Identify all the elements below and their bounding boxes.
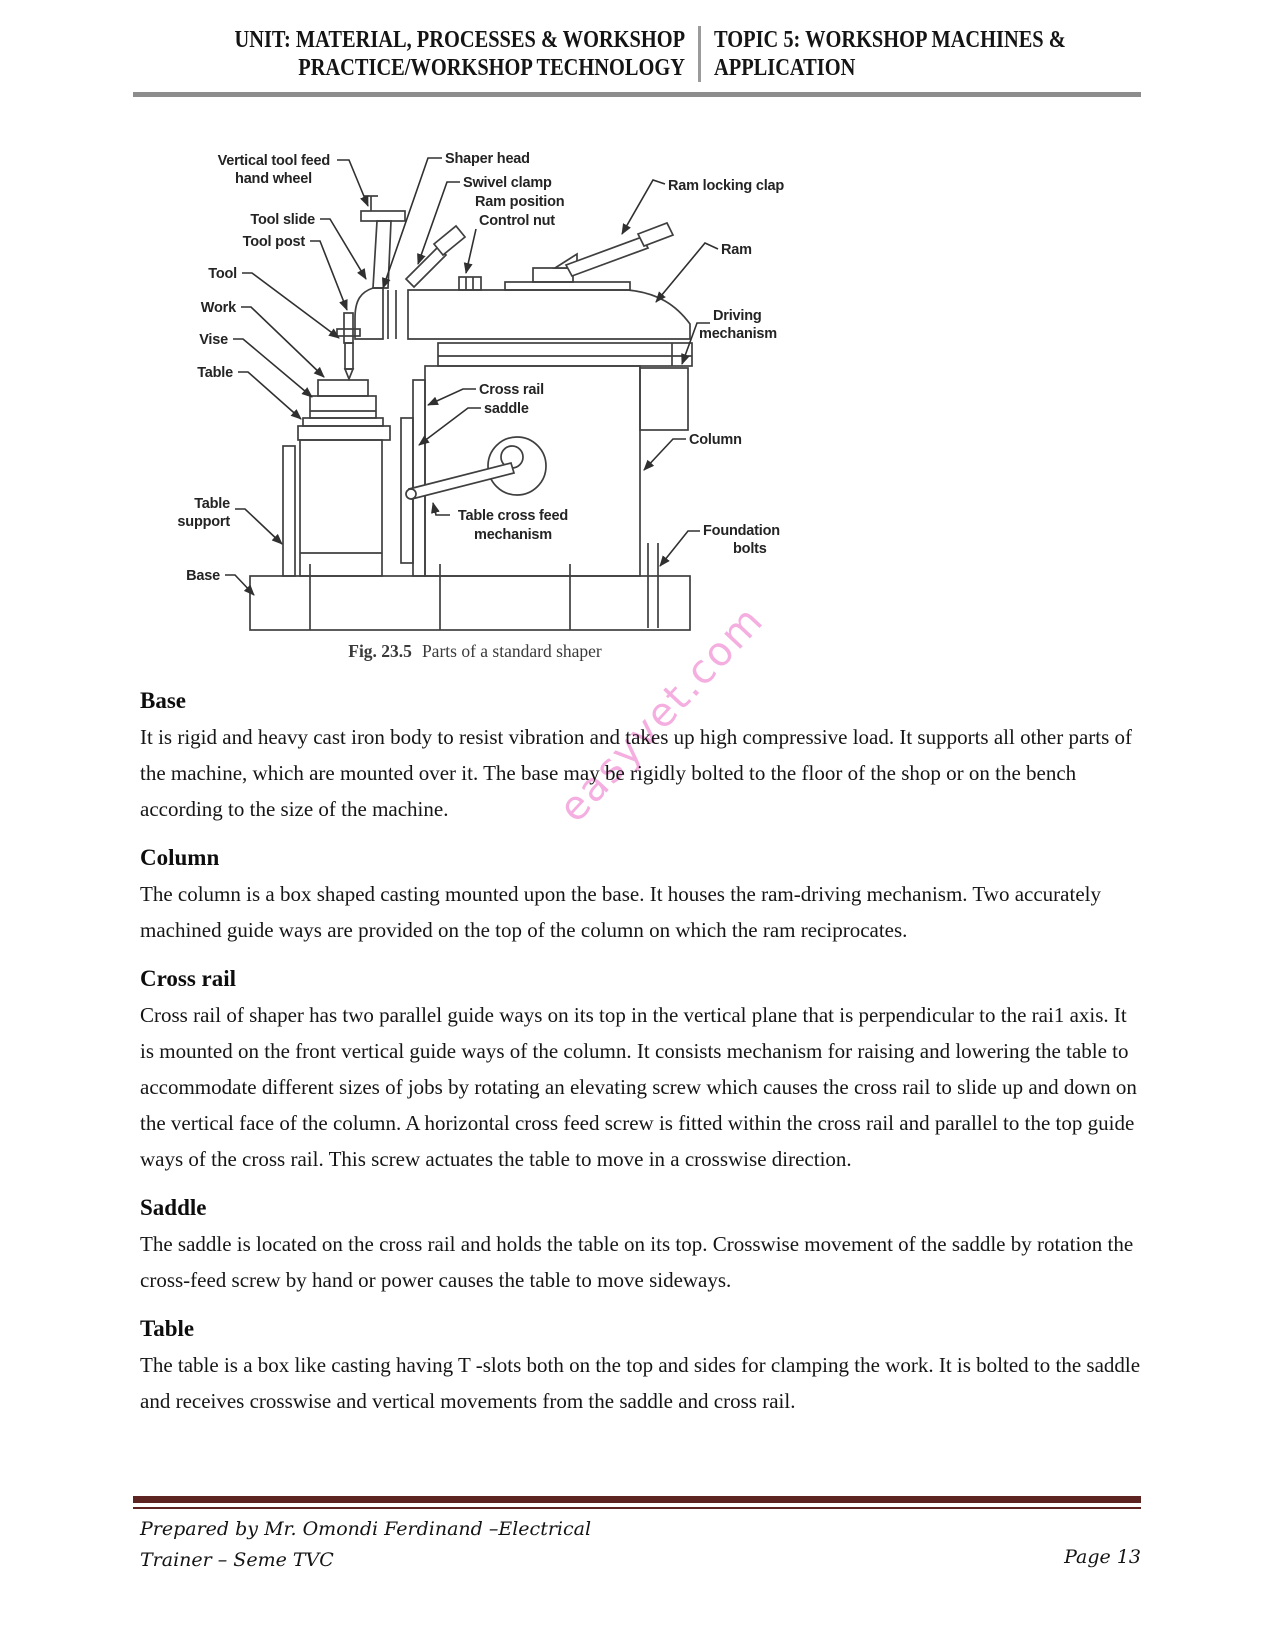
figure-caption-number: Fig. 23.5 bbox=[348, 641, 412, 661]
watermark: easyvet.com bbox=[550, 596, 774, 832]
label-table: Table bbox=[197, 365, 233, 381]
section-column bbox=[140, 845, 1145, 948]
leader-vise bbox=[233, 339, 312, 397]
leader-table-support bbox=[235, 509, 282, 544]
page-content bbox=[140, 688, 1145, 1437]
leader-vertical-tool-feed bbox=[337, 160, 368, 206]
section-saddle bbox=[140, 1195, 1145, 1298]
base-outline bbox=[250, 576, 690, 630]
section-cross-rail-title: Cross rail bbox=[140, 966, 237, 991]
ram-locking-lever bbox=[533, 223, 673, 282]
table-cross-feed-crank bbox=[406, 437, 546, 499]
cross-rail-plate bbox=[413, 380, 425, 576]
head-stem bbox=[373, 221, 391, 288]
label-table-cross-feed-line1: Table cross feed bbox=[457, 508, 569, 524]
leader-tool-post bbox=[310, 241, 347, 310]
base-division-lines bbox=[310, 564, 570, 630]
header-topic-cell bbox=[701, 26, 1141, 82]
label-ram-position-line1: Ram position bbox=[475, 194, 565, 210]
swivel-clamp-lever bbox=[406, 226, 465, 287]
page-header bbox=[133, 26, 1141, 82]
label-foundation-bolts-line2: bolts bbox=[733, 541, 767, 557]
leader-tool bbox=[242, 273, 339, 338]
label-table-support-line1: Table bbox=[194, 496, 230, 512]
section-saddle-body: The saddle is located on the cross rail and holds the table on its top. Crosswise movement of the saddle by rotation the cross-feed screw by hand or power causes the table to move sideways. bbox=[140, 1232, 1134, 1292]
leader-table-cross-feed bbox=[433, 503, 450, 515]
swivel-plate-hatching bbox=[388, 290, 396, 339]
label-tool-slide: Tool slide bbox=[250, 212, 315, 228]
footer-page-number: Page 13 bbox=[1064, 1546, 1141, 1568]
section-cross-rail bbox=[140, 966, 1145, 1177]
leader-column bbox=[644, 439, 686, 470]
work-piece bbox=[318, 380, 368, 396]
section-cross-rail-body: Cross rail of shaper has two parallel guide ways on its top in the vertical plane that is perpendicular to the rai1 axis. It is mounted on the front vertical guide ways of the column. It consists mechanism for raising and lowering the table to accommodate different sizes of jobs by rotating an elevating screw which causes the cross rail to slide up and down on the vertical face of the column. A horizontal cross feed screw is fitted within the cross rail and parallel to the top guide ways of the cross rail. This screw actuates the table to move in a crosswise direction. bbox=[140, 1003, 1137, 1171]
shaper-figure bbox=[125, 118, 825, 663]
ram-top-plate bbox=[505, 282, 630, 290]
label-tool-post: Tool post bbox=[242, 234, 305, 250]
section-base-title: Base bbox=[140, 688, 186, 713]
table-box bbox=[300, 440, 382, 576]
section-table-body: The table is a box like casting having T -slots both on the top and sides for clamping the work. It is bolted to the saddle and receives crosswise and vertical movements from the saddle and cross rail. bbox=[140, 1353, 1141, 1413]
control-nut-block bbox=[459, 277, 481, 290]
label-swivel-clamp: Swivel clamp bbox=[463, 175, 552, 191]
leader-foundation-bolts bbox=[660, 531, 700, 566]
table-top-plate bbox=[298, 426, 390, 440]
label-saddle: saddle bbox=[484, 401, 529, 417]
leader-control-nut bbox=[466, 229, 476, 273]
tool-tip bbox=[345, 369, 353, 379]
label-table-cross-feed-line2: mechanism bbox=[474, 527, 552, 543]
label-base: Base bbox=[186, 568, 220, 584]
header-topic-line2: APPLICATION bbox=[714, 55, 856, 81]
label-ram: Ram bbox=[721, 242, 752, 258]
label-driving-mechanism-line2: mechanism bbox=[699, 326, 777, 342]
leader-cross-rail bbox=[428, 389, 476, 405]
section-column-title: Column bbox=[140, 845, 220, 870]
section-base-body: It is rigid and heavy cast iron body to resist vibration and takes up high compressive load. It supports all other parts of the machine, which are mounted over it. The base may be rigidly bolted to the floor of the shop or on the bench according to the size of the machine. bbox=[140, 725, 1133, 821]
label-cross-rail: Cross rail bbox=[479, 382, 544, 398]
footer-rule-thick bbox=[133, 1496, 1141, 1503]
table-support-bar bbox=[283, 446, 295, 576]
label-ram-position-line2: Control nut bbox=[479, 213, 555, 229]
label-vertical-tool-feed-line1: Vertical tool feed bbox=[217, 153, 330, 169]
header-topic-line1: TOPIC 5: WORKSHOP MACHINES & bbox=[714, 27, 1066, 53]
label-shaper-head: Shaper head bbox=[445, 151, 530, 167]
column-top-guideways bbox=[438, 343, 692, 366]
header-unit-line1: UNIT: MATERIAL, PROCESSES & WORKSHOP bbox=[234, 27, 685, 53]
footer-credit-line1: Prepared by Mr. Omondi Ferdinand –Electrical bbox=[140, 1518, 592, 1540]
section-saddle-title: Saddle bbox=[140, 1195, 207, 1220]
ram-outline bbox=[408, 290, 690, 339]
section-table-title: Table bbox=[140, 1316, 195, 1341]
label-driving-mechanism-line1: Driving bbox=[713, 308, 762, 324]
label-vertical-tool-feed-line2: hand wheel bbox=[235, 171, 312, 187]
label-column: Column bbox=[689, 432, 742, 448]
foundation-bolt-lines bbox=[648, 543, 658, 628]
header-rule bbox=[133, 92, 1141, 97]
leader-tool-slide bbox=[320, 219, 366, 279]
section-base bbox=[140, 688, 1145, 827]
footer-credit-line2: Trainer – Seme TVC bbox=[140, 1549, 334, 1571]
driving-mechanism-box bbox=[640, 368, 688, 430]
tool-bar bbox=[345, 343, 353, 369]
figure-caption bbox=[125, 641, 825, 662]
part-labels bbox=[177, 151, 784, 584]
machine-outline bbox=[250, 196, 692, 630]
label-work: Work bbox=[200, 300, 236, 316]
section-column-body: The column is a box shaped casting mounted upon the base. It houses the ram-driving mechanism. Two accurately machined guide ways are provided on the top of the column on which the ram reciprocates. bbox=[140, 882, 1101, 942]
label-vise: Vise bbox=[199, 332, 228, 348]
vise-block bbox=[303, 396, 383, 426]
header-unit-line2: PRACTICE/WORKSHOP TECHNOLOGY bbox=[298, 55, 685, 81]
label-tool: Tool bbox=[208, 266, 237, 282]
header-unit-cell bbox=[133, 26, 701, 82]
footer-credit bbox=[140, 1514, 840, 1576]
tool-slide-bar bbox=[344, 313, 353, 343]
figure-caption-text: Parts of a standard shaper bbox=[421, 641, 602, 661]
shaper-diagram bbox=[125, 118, 825, 663]
label-ram-locking-clap: Ram locking clap bbox=[668, 178, 785, 194]
label-foundation-bolts-line1: Foundation bbox=[703, 523, 780, 539]
hand-wheel bbox=[361, 196, 405, 221]
leader-ram bbox=[656, 243, 718, 302]
leader-saddle bbox=[419, 408, 481, 445]
footer-rule-thin bbox=[133, 1507, 1141, 1509]
section-table bbox=[140, 1316, 1145, 1419]
tool-post-bar bbox=[337, 329, 360, 336]
label-table-support-line2: support bbox=[177, 514, 230, 530]
